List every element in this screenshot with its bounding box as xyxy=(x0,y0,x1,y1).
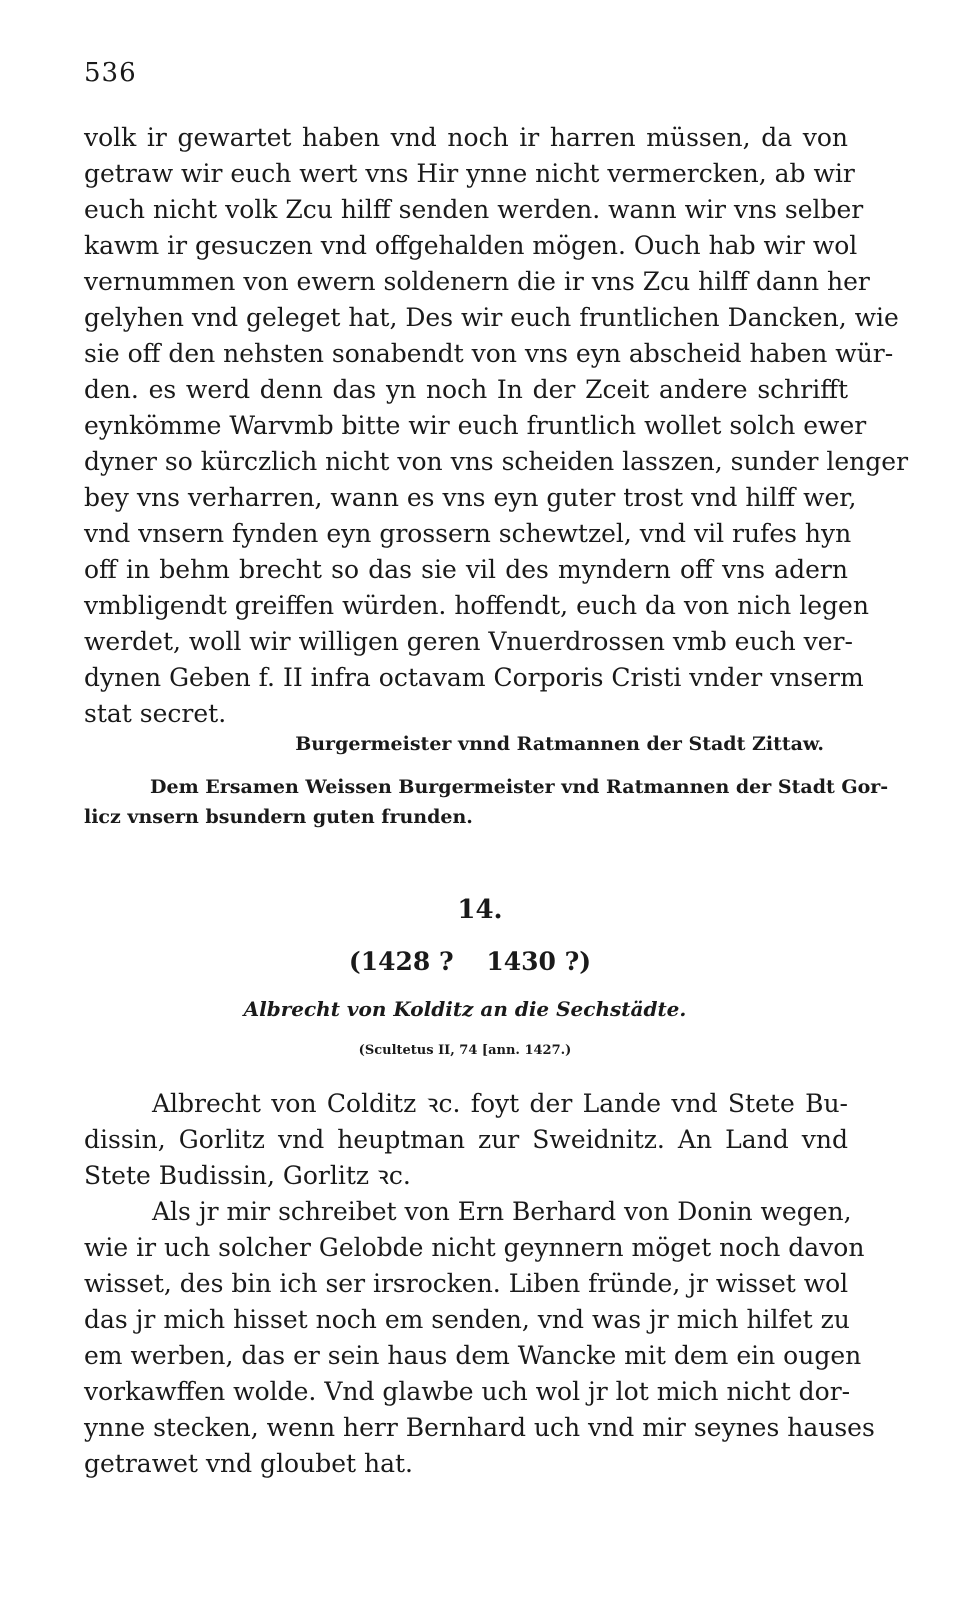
text-line: wie ir uch solcher Gelobde nicht geynnern möget noch davon xyxy=(84,1233,865,1262)
document-number: 14. xyxy=(457,895,503,925)
address-line: Dem Ersamen Weissen Burgermeister vnd Ratmannen der Stadt Gor- xyxy=(150,776,889,798)
text-line: em werben, das er sein haus dem Wancke mit dem ein ougen xyxy=(84,1341,862,1370)
text-line: getraw wir euch wert vns Hir ynne nicht vermercken, ab wir xyxy=(84,159,855,188)
text-line: vernummen von ewern soldenern die ir vns Zcu hilff dann her xyxy=(84,267,870,296)
text-line: vnd vnsern fynden eyn grossern schewtzel, vnd vil rufes hyn xyxy=(84,519,852,548)
text-line: vorkawffen wolde. Vnd glawbe uch wol jr lot mich nicht dor- xyxy=(84,1377,851,1406)
letter-address xyxy=(84,772,889,832)
text-line: sie off den nehsten sonabendt von vns eyn abscheid haben wür- xyxy=(84,339,894,368)
text-line: eynkömme Warvmb bitte wir euch fruntlich wollet solch ewer xyxy=(84,411,867,440)
text-line: off in behm brecht so das sie vil des myndern off vns adern xyxy=(84,555,848,584)
text-line: stat secret. xyxy=(84,699,227,728)
letter-body xyxy=(84,120,909,732)
text-line: dynen Geben f. II infra octavam Corporis Cristi vnder vnserm xyxy=(84,663,864,692)
text-line: das jr mich hisset noch em senden, vnd was jr mich hilfet zu xyxy=(84,1305,850,1334)
text-line: bey vns verharren, wann es vns eyn guter trost vnd hilff wer, xyxy=(84,483,857,512)
document-body xyxy=(84,1086,875,1482)
date-part: (1428 ? xyxy=(348,947,454,976)
text-line: Albrecht von Colditz ꝛc. foyt der Lande vnd Stete Bu- xyxy=(152,1089,848,1118)
text-line: getrawet vnd gloubet hat. xyxy=(84,1449,414,1478)
text-line: dissin, Gorlitz vnd heuptman zur Sweidnitz. An Land vnd xyxy=(84,1125,848,1154)
letter-signature: Burgermeister vnnd Ratmannen der Stadt Zittaw. xyxy=(295,733,824,755)
address-line: licz vnsern bsundern guten frunden. xyxy=(84,806,473,828)
text-line: dyner so kürczlich nicht von vns scheiden lasszen, sunder lenger xyxy=(84,447,909,476)
text-line: volk ir gewartet haben vnd noch ir harren müssen, da von xyxy=(84,123,848,152)
text-line: ynne stecken, wenn herr Bernhard uch vnd mir seynes hauses xyxy=(84,1413,875,1442)
text-line: Stete Budissin, Gorlitz ꝛc. xyxy=(84,1161,411,1190)
text-line: werdet, woll wir willigen geren Vnuerdrossen vmb euch ver- xyxy=(84,627,853,656)
text-line: gelyhen vnd geleget hat, Des wir euch fruntlichen Dancken, wie xyxy=(84,303,899,332)
text-line: vmbligendt greiffen würden. hoffendt, euch da von nich legen xyxy=(84,591,869,620)
text-line: Als jr mir schreibet von Ern Berhard von Donin wegen, xyxy=(152,1197,852,1226)
date-part: 1430 ?) xyxy=(486,947,592,976)
text-line: wisset, des bin ich ser irsrocken. Liben fründe, jr wisset wol xyxy=(84,1269,849,1298)
text-line: euch nicht volk Zcu hilff senden werden. wann wir vns selber xyxy=(84,195,864,224)
text-line: den. es werd denn das yn noch In der Zceit andere schrifft xyxy=(84,375,848,404)
text-line: kawm ir gesuczen vnd offgehalden mögen. Ouch hab wir wol xyxy=(84,231,858,260)
document-date xyxy=(0,944,940,980)
source-note: (Scultetus II, 74 [ann. 1427.) xyxy=(358,1043,572,1058)
document-title: Albrecht von Kolditz an die Sechstädte. xyxy=(243,997,687,1021)
page-number: 536 xyxy=(84,58,137,88)
